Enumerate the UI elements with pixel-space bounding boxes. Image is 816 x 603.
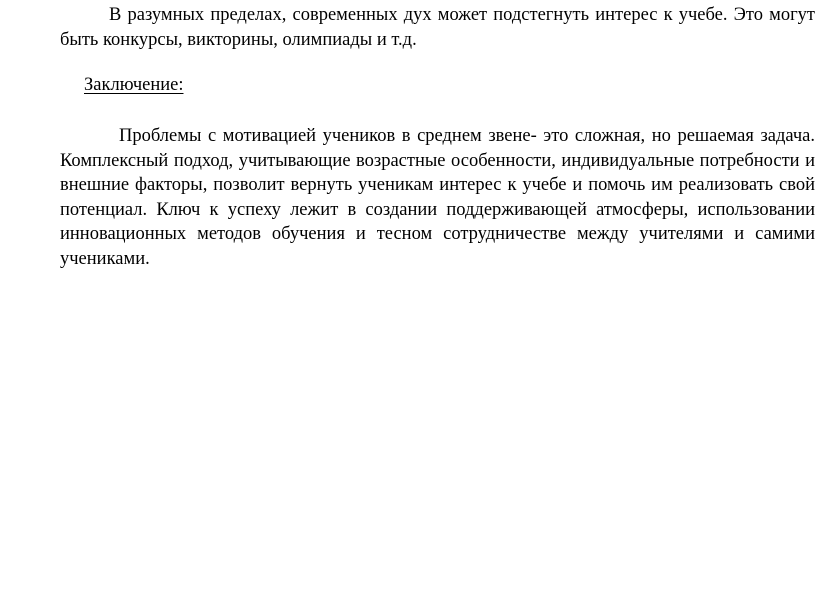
conclusion-paragraph: Проблемы с мотивацией учеников в среднем звене- это сложная, но решаемая задача. Комплексный подход, учитывающие возрастные особенности, индивидуальные потребности и внешние факторы, позволит вернуть ученикам интерес к учебе и помочь им реализовать свой потенциал. Ключ к успеху лежит в создании поддерживающей атмосферы, использовании инновационных методов обучения и тесном сотрудничестве между учителями и самими учениками.	[60, 126, 815, 269]
conclusion-heading: Заключение:	[84, 75, 184, 95]
intro-paragraph: В разумных пределах, современных дух может подстегнуть интерес к учебе. Это могут быть конкурсы, викторины, олимпиады и т.д.	[60, 5, 815, 50]
